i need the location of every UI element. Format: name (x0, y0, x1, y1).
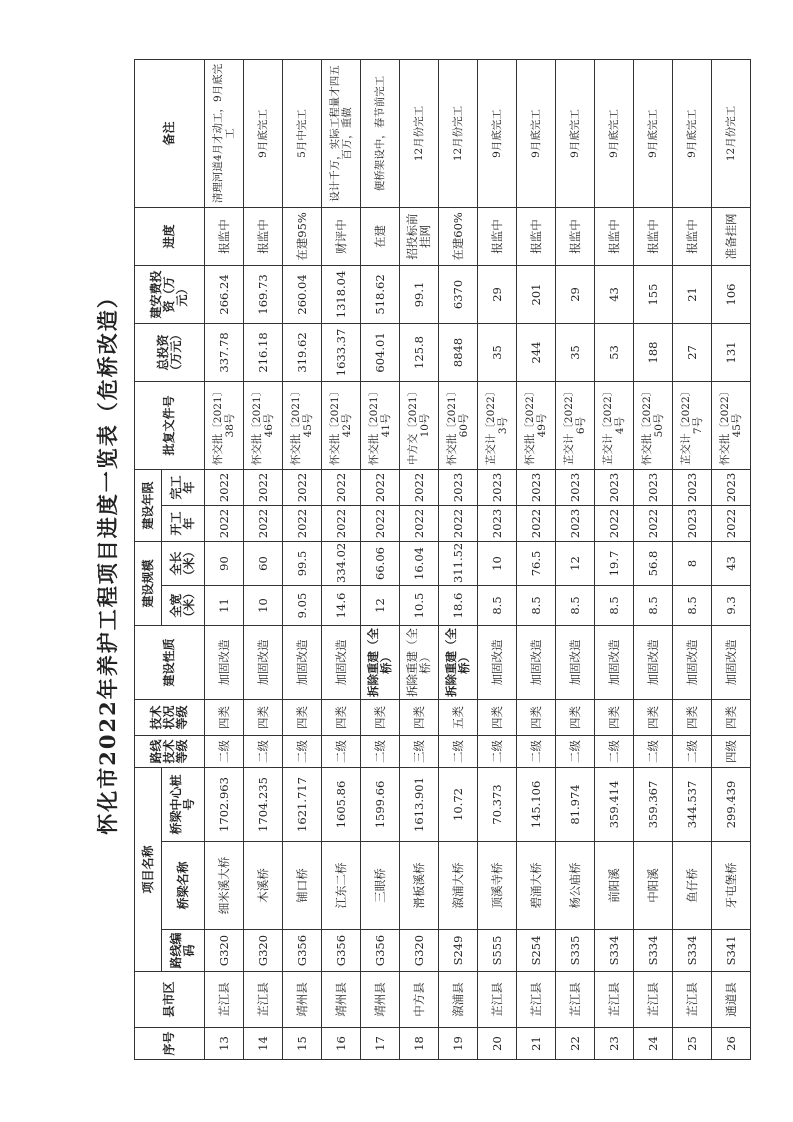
cell-start-year: 2022 (439, 505, 478, 541)
cell-center-stake: 1613.901 (400, 768, 439, 842)
cell-remarks: 12月份完工 (439, 59, 478, 207)
cell-safety-invest: 29 (478, 265, 517, 323)
cell-bridge-name: 溆浦大桥 (439, 842, 478, 930)
cell-center-stake: 344.537 (673, 768, 712, 842)
cell-nature: 加固改造 (322, 626, 361, 700)
cell-remarks: 12月份完工 (400, 59, 439, 207)
cell-route-grade: 二级 (478, 736, 517, 768)
cell-county: 中方县 (400, 972, 439, 1028)
cell-safety-invest: 43 (595, 265, 634, 323)
cell-progress: 准备挂网 (712, 207, 751, 265)
cell-safety-invest: 1318.04 (322, 265, 361, 323)
cell-length: 66.06 (361, 541, 400, 585)
rotated-sheet (88, 60, 743, 1060)
cell-width: 11 (205, 586, 244, 626)
cell-progress: 在建95% (283, 207, 322, 265)
cell-start-year: 2022 (322, 505, 361, 541)
cell-finish-year: 2023 (439, 469, 478, 505)
table-row (517, 59, 556, 1059)
table-row (634, 59, 673, 1059)
header-tech-grade: 技术状况等级 (135, 700, 205, 736)
cell-center-stake: 1599.66 (361, 768, 400, 842)
cell-width: 9.05 (283, 586, 322, 626)
cell-bridge-name: 中阳溪 (634, 842, 673, 930)
cell-seq: 15 (283, 1028, 322, 1060)
cell-start-year: 2022 (517, 505, 556, 541)
cell-approval: 怀交批〔2021〕45号 (283, 381, 322, 469)
cell-safety-invest: 29 (556, 265, 595, 323)
cell-route-code: G356 (283, 930, 322, 972)
cell-nature: 拆除重建（全桥） (361, 626, 400, 700)
cell-finish-year: 2022 (283, 469, 322, 505)
cell-finish-year: 2022 (205, 469, 244, 505)
cell-total-invest: 35 (478, 323, 517, 381)
cell-width: 8.5 (517, 586, 556, 626)
cell-approval: 怀交批〔2021〕60号 (439, 381, 478, 469)
cell-tech-grade: 四类 (478, 700, 517, 736)
cell-tech-grade: 四类 (595, 700, 634, 736)
cell-safety-invest: 260.04 (283, 265, 322, 323)
cell-seq: 18 (400, 1028, 439, 1060)
cell-progress: 招投标前挂网 (400, 207, 439, 265)
cell-bridge-name: 滑板溪桥 (400, 842, 439, 930)
cell-approval: 怀交批〔2022〕50号 (634, 381, 673, 469)
cell-nature: 加固改造 (517, 626, 556, 700)
header-nature: 建设性质 (135, 626, 205, 700)
cell-length: 8 (673, 541, 712, 585)
cell-route-code: S335 (556, 930, 595, 972)
cell-finish-year: 2023 (517, 469, 556, 505)
cell-length: 16.04 (400, 541, 439, 585)
cell-seq: 24 (634, 1028, 673, 1060)
cell-nature: 加固改造 (634, 626, 673, 700)
cell-nature: 加固改造 (712, 626, 751, 700)
cell-total-invest: 125.8 (400, 323, 439, 381)
header-safety-invest: 建安费投资（万元） (135, 265, 205, 323)
cell-tech-grade: 四类 (400, 700, 439, 736)
table-row (439, 59, 478, 1059)
table-row (673, 59, 712, 1059)
cell-tech-grade: 四类 (322, 700, 361, 736)
cell-length: 12 (556, 541, 595, 585)
table-body (205, 59, 751, 1059)
header-route-grade: 路线技术等级 (135, 736, 205, 768)
cell-width: 9.3 (712, 586, 751, 626)
bridge-progress-table (134, 59, 751, 1060)
cell-bridge-name: 前阳溪 (595, 842, 634, 930)
cell-finish-year: 2023 (556, 469, 595, 505)
cell-seq: 23 (595, 1028, 634, 1060)
cell-route-code: S341 (712, 930, 751, 972)
cell-progress: 报监中 (673, 207, 712, 265)
cell-approval: 怀交批〔2021〕42号 (322, 381, 361, 469)
cell-center-stake: 299.439 (712, 768, 751, 842)
cell-nature: 加固改造 (556, 626, 595, 700)
cell-county: 通道县 (712, 972, 751, 1028)
cell-route-code: G356 (322, 930, 361, 972)
cell-route-grade: 二级 (283, 736, 322, 768)
cell-route-code: G320 (205, 930, 244, 972)
cell-route-code: S555 (478, 930, 517, 972)
cell-approval: 芷交计〔2022〕6号 (556, 381, 595, 469)
cell-progress: 报监中 (556, 207, 595, 265)
cell-total-invest: 319.62 (283, 323, 322, 381)
page-title: 怀化市2022年养护工程项目进度一览表（危桥改造） (95, 285, 120, 835)
cell-remarks: 9月底完工 (517, 59, 556, 207)
cell-bridge-name: 顶溪寺桥 (478, 842, 517, 930)
cell-bridge-name: 鱼仔桥 (673, 842, 712, 930)
cell-county: 靖州县 (283, 972, 322, 1028)
table-row (205, 59, 244, 1059)
cell-route-grade: 三级 (400, 736, 439, 768)
cell-start-year: 2022 (205, 505, 244, 541)
header-bridge-name: 桥梁名称 (162, 842, 205, 930)
cell-approval: 怀交批〔2022〕45号 (712, 381, 751, 469)
cell-progress: 报监中 (205, 207, 244, 265)
cell-width: 8.5 (556, 586, 595, 626)
cell-center-stake: 359.414 (595, 768, 634, 842)
cell-width: 8.5 (673, 586, 712, 626)
cell-route-code: G356 (361, 930, 400, 972)
header-period: 建设年限 (135, 469, 162, 541)
cell-length: 43 (712, 541, 751, 585)
cell-total-invest: 8848 (439, 323, 478, 381)
header-remarks: 备注 (135, 59, 205, 207)
cell-county: 芷江县 (517, 972, 556, 1028)
cell-bridge-name: 碧涌大桥 (517, 842, 556, 930)
cell-start-year: 2022 (283, 505, 322, 541)
cell-seq: 14 (244, 1028, 283, 1060)
cell-width: 8.5 (595, 586, 634, 626)
cell-finish-year: 2023 (634, 469, 673, 505)
header-finish-year: 完工年 (162, 469, 205, 505)
cell-county: 芷江县 (244, 972, 283, 1028)
cell-route-grade: 二级 (595, 736, 634, 768)
cell-remarks: 设计千万，实际工程量才四五百万，重做 (322, 59, 361, 207)
cell-total-invest: 337.78 (205, 323, 244, 381)
cell-nature: 加固改造 (283, 626, 322, 700)
cell-start-year: 2022 (712, 505, 751, 541)
cell-safety-invest: 21 (673, 265, 712, 323)
cell-safety-invest: 6370 (439, 265, 478, 323)
cell-nature: 加固改造 (205, 626, 244, 700)
cell-safety-invest: 518.62 (361, 265, 400, 323)
cell-progress: 在建 (361, 207, 400, 265)
cell-tech-grade: 四类 (517, 700, 556, 736)
cell-width: 10.5 (400, 586, 439, 626)
cell-width: 18.6 (439, 586, 478, 626)
cell-length: 60 (244, 541, 283, 585)
cell-seq: 13 (205, 1028, 244, 1060)
table-row (400, 59, 439, 1059)
cell-center-stake: 145.106 (517, 768, 556, 842)
cell-safety-invest: 169.73 (244, 265, 283, 323)
cell-total-invest: 216.18 (244, 323, 283, 381)
cell-total-invest: 35 (556, 323, 595, 381)
cell-finish-year: 2023 (478, 469, 517, 505)
cell-bridge-name: 三眼桥 (361, 842, 400, 930)
cell-seq: 16 (322, 1028, 361, 1060)
cell-start-year: 2022 (400, 505, 439, 541)
cell-tech-grade: 四类 (634, 700, 673, 736)
cell-tech-grade: 四类 (556, 700, 595, 736)
cell-length: 56.8 (634, 541, 673, 585)
cell-approval: 芷交计〔2022〕4号 (595, 381, 634, 469)
cell-approval: 芷交计〔2022〕3号 (478, 381, 517, 469)
cell-safety-invest: 106 (712, 265, 751, 323)
cell-start-year: 2023 (478, 505, 517, 541)
cell-tech-grade: 四类 (244, 700, 283, 736)
cell-remarks: 清理河道4月才动工，9月底完工 (205, 59, 244, 207)
cell-seq: 22 (556, 1028, 595, 1060)
cell-total-invest: 27 (673, 323, 712, 381)
cell-safety-invest: 99.1 (400, 265, 439, 323)
cell-route-grade: 二级 (439, 736, 478, 768)
cell-start-year: 2022 (244, 505, 283, 541)
cell-nature: 加固改造 (478, 626, 517, 700)
cell-approval: 怀交批〔2022〕49号 (517, 381, 556, 469)
cell-route-code: G320 (244, 930, 283, 972)
cell-approval: 中方交〔2021〕10号 (400, 381, 439, 469)
cell-progress: 报监中 (517, 207, 556, 265)
cell-remarks: 9月底完工 (244, 59, 283, 207)
cell-bridge-name: 杨公庙桥 (556, 842, 595, 930)
cell-route-grade: 二级 (517, 736, 556, 768)
cell-start-year: 2022 (634, 505, 673, 541)
cell-route-code: G320 (400, 930, 439, 972)
cell-tech-grade: 四类 (205, 700, 244, 736)
cell-route-code: S249 (439, 930, 478, 972)
cell-tech-grade: 四类 (361, 700, 400, 736)
cell-route-grade: 四级 (712, 736, 751, 768)
cell-nature: 拆除重建（全桥） (400, 626, 439, 700)
table-row (322, 59, 361, 1059)
cell-width: 12 (361, 586, 400, 626)
cell-route-code: S334 (673, 930, 712, 972)
cell-safety-invest: 155 (634, 265, 673, 323)
cell-finish-year: 2022 (361, 469, 400, 505)
cell-remarks: 12月份完工 (712, 59, 751, 207)
cell-county: 芷江县 (673, 972, 712, 1028)
cell-nature: 加固改造 (673, 626, 712, 700)
header-approval: 批复文件号 (135, 381, 205, 469)
cell-route-code: S254 (517, 930, 556, 972)
cell-route-grade: 二级 (244, 736, 283, 768)
header-length: 全长（米） (162, 541, 205, 585)
cell-center-stake: 359.367 (634, 768, 673, 842)
cell-center-stake: 1702.963 (205, 768, 244, 842)
cell-nature: 拆除重建（全桥） (439, 626, 478, 700)
cell-route-code: S334 (595, 930, 634, 972)
cell-remarks: 9月底完工 (478, 59, 517, 207)
cell-finish-year: 2022 (400, 469, 439, 505)
cell-route-grade: 二级 (361, 736, 400, 768)
table-row (478, 59, 517, 1059)
cell-progress: 报监中 (634, 207, 673, 265)
table-row (595, 59, 634, 1059)
cell-county: 芷江县 (205, 972, 244, 1028)
cell-bridge-name: 木溪桥 (244, 842, 283, 930)
cell-approval: 怀交批〔2021〕38号 (205, 381, 244, 469)
cell-safety-invest: 266.24 (205, 265, 244, 323)
cell-nature: 加固改造 (595, 626, 634, 700)
cell-safety-invest: 201 (517, 265, 556, 323)
cell-seq: 19 (439, 1028, 478, 1060)
cell-progress: 报监中 (595, 207, 634, 265)
cell-seq: 21 (517, 1028, 556, 1060)
cell-finish-year: 2022 (322, 469, 361, 505)
header-center-stake: 桥梁中心桩号 (162, 768, 205, 842)
cell-remarks: 5月中完工 (283, 59, 322, 207)
cell-remarks: 9月底完工 (595, 59, 634, 207)
cell-seq: 20 (478, 1028, 517, 1060)
cell-county: 溆浦县 (439, 972, 478, 1028)
header-scale: 建设规模 (135, 541, 162, 625)
table-row (244, 59, 283, 1059)
cell-route-grade: 二级 (322, 736, 361, 768)
cell-length: 76.5 (517, 541, 556, 585)
cell-county: 芷江县 (478, 972, 517, 1028)
cell-route-grade: 二级 (673, 736, 712, 768)
cell-county: 靖州县 (361, 972, 400, 1028)
cell-start-year: 2022 (361, 505, 400, 541)
cell-approval: 怀交批〔2021〕46号 (244, 381, 283, 469)
cell-width: 8.5 (478, 586, 517, 626)
cell-county: 芷江县 (634, 972, 673, 1028)
header-total-invest: 总投资（万元） (135, 323, 205, 381)
cell-progress: 在建60% (439, 207, 478, 265)
cell-length: 334.02 (322, 541, 361, 585)
cell-remarks: 便桥架设中，春节前完工 (361, 59, 400, 207)
cell-start-year: 2022 (595, 505, 634, 541)
cell-length: 10 (478, 541, 517, 585)
cell-finish-year: 2023 (673, 469, 712, 505)
cell-start-year: 2023 (556, 505, 595, 541)
cell-finish-year: 2022 (244, 469, 283, 505)
cell-center-stake: 81.974 (556, 768, 595, 842)
header-county: 县市区 (135, 972, 205, 1028)
cell-seq: 25 (673, 1028, 712, 1060)
cell-progress: 报监中 (244, 207, 283, 265)
cell-seq: 26 (712, 1028, 751, 1060)
cell-tech-grade: 四类 (283, 700, 322, 736)
cell-bridge-name: 铺口桥 (283, 842, 322, 930)
cell-remarks: 9月底完工 (634, 59, 673, 207)
cell-length: 19.7 (595, 541, 634, 585)
cell-total-invest: 1633.37 (322, 323, 361, 381)
cell-finish-year: 2023 (595, 469, 634, 505)
cell-length: 99.5 (283, 541, 322, 585)
cell-center-stake: 70.373 (478, 768, 517, 842)
header-project-name: 项目名称 (135, 768, 162, 972)
header-start-year: 开工年 (162, 505, 205, 541)
cell-route-grade: 二级 (634, 736, 673, 768)
table-row (556, 59, 595, 1059)
cell-progress: 财评中 (322, 207, 361, 265)
cell-route-grade: 二级 (205, 736, 244, 768)
table-row (712, 59, 751, 1059)
cell-center-stake: 1621.717 (283, 768, 322, 842)
cell-total-invest: 244 (517, 323, 556, 381)
cell-route-grade: 二级 (556, 736, 595, 768)
cell-center-stake: 1605.86 (322, 768, 361, 842)
cell-nature: 加固改造 (244, 626, 283, 700)
cell-center-stake: 1704.235 (244, 768, 283, 842)
cell-county: 靖州县 (322, 972, 361, 1028)
cell-total-invest: 131 (712, 323, 751, 381)
cell-width: 8.5 (634, 586, 673, 626)
cell-county: 芷江县 (556, 972, 595, 1028)
cell-bridge-name: 江东二桥 (322, 842, 361, 930)
cell-length: 90 (205, 541, 244, 585)
cell-seq: 17 (361, 1028, 400, 1060)
cell-route-code: S334 (634, 930, 673, 972)
table-row (361, 59, 400, 1059)
cell-length: 311.52 (439, 541, 478, 585)
cell-total-invest: 53 (595, 323, 634, 381)
cell-width: 14.6 (322, 586, 361, 626)
table-row (283, 59, 322, 1059)
cell-bridge-name: 细米溪大桥 (205, 842, 244, 930)
cell-approval: 怀交批〔2021〕41号 (361, 381, 400, 469)
header-progress: 进度 (135, 207, 205, 265)
header-width: 全宽（米） (162, 586, 205, 626)
cell-finish-year: 2023 (712, 469, 751, 505)
header-seq: 序号 (135, 1028, 205, 1060)
cell-progress: 报监中 (478, 207, 517, 265)
cell-total-invest: 604.01 (361, 323, 400, 381)
cell-tech-grade: 四类 (673, 700, 712, 736)
cell-width: 10 (244, 586, 283, 626)
cell-remarks: 9月底完工 (556, 59, 595, 207)
cell-approval: 芷交计〔2022〕7号 (673, 381, 712, 469)
cell-bridge-name: 牙屯堡桥 (712, 842, 751, 930)
cell-start-year: 2023 (673, 505, 712, 541)
cell-county: 芷江县 (595, 972, 634, 1028)
cell-total-invest: 188 (634, 323, 673, 381)
cell-tech-grade: 四类 (712, 700, 751, 736)
cell-tech-grade: 五类 (439, 700, 478, 736)
cell-remarks: 9月底完工 (673, 59, 712, 207)
cell-center-stake: 10.72 (439, 768, 478, 842)
header-route-code: 路线编码 (162, 930, 205, 972)
